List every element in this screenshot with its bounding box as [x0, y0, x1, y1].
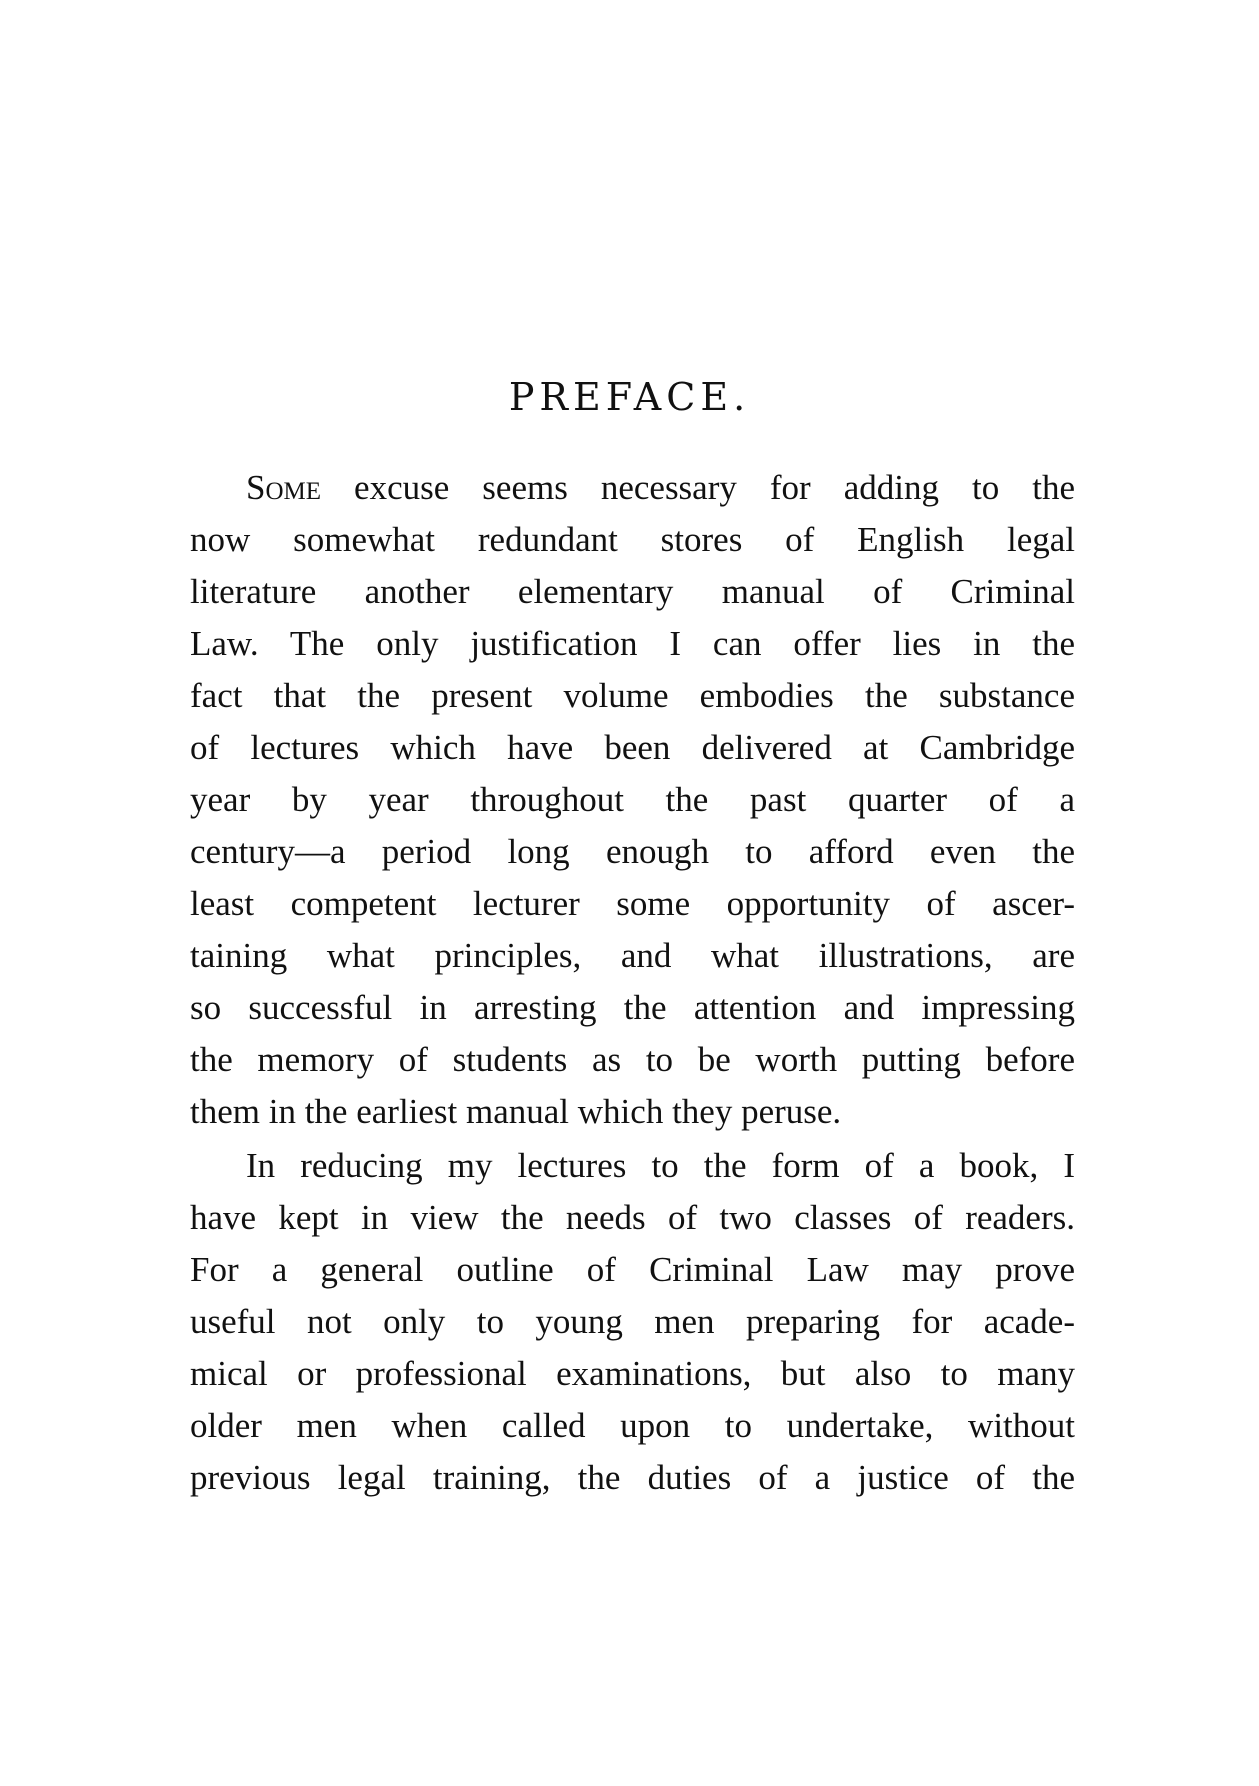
line-text: excuse seems necessary for adding to the — [354, 468, 1075, 507]
text-line: taining what principles, and what illustrations, are — [190, 936, 1075, 975]
text-line: older men when called upon to undertake, without — [190, 1406, 1075, 1445]
text-line: now somewhat redundant stores of English legal — [190, 520, 1075, 559]
text-line: the memory of students as to be worth putting before — [190, 1040, 1075, 1079]
text-line: have kept in view the needs of two classes of readers. — [190, 1198, 1075, 1237]
text-line: literature another elementary manual of Criminal — [190, 572, 1075, 611]
lead-word: Some — [246, 468, 322, 507]
text-line — [246, 462, 1075, 514]
text-line: year by year throughout the past quarter of a — [190, 780, 1075, 819]
text-line: least competent lecturer some opportunity of ascer- — [190, 884, 1075, 923]
text-line: so successful in arresting the attention and impressing — [190, 988, 1075, 1027]
text-line: of lectures which have been delivered at Cambridge — [190, 728, 1075, 767]
text-line: fact that the present volume embodies the substance — [190, 676, 1075, 715]
text-line: previous legal training, the duties of a justice of the — [190, 1458, 1075, 1497]
text-line: For a general outline of Criminal Law may prove — [190, 1250, 1075, 1289]
text-line: them in the earliest manual which they peruse. — [190, 1092, 842, 1131]
text-line: useful not only to young men preparing for acade- — [190, 1302, 1075, 1341]
text-line: In reducing my lectures to the form of a book, I — [246, 1146, 1075, 1185]
text-line: mical or professional examinations, but also to many — [190, 1354, 1075, 1393]
text-line: Law. The only justification I can offer lies in the — [190, 624, 1075, 663]
text-line: century—a period long enough to afford even the — [190, 832, 1075, 871]
page-title: PREFACE. — [508, 375, 751, 419]
